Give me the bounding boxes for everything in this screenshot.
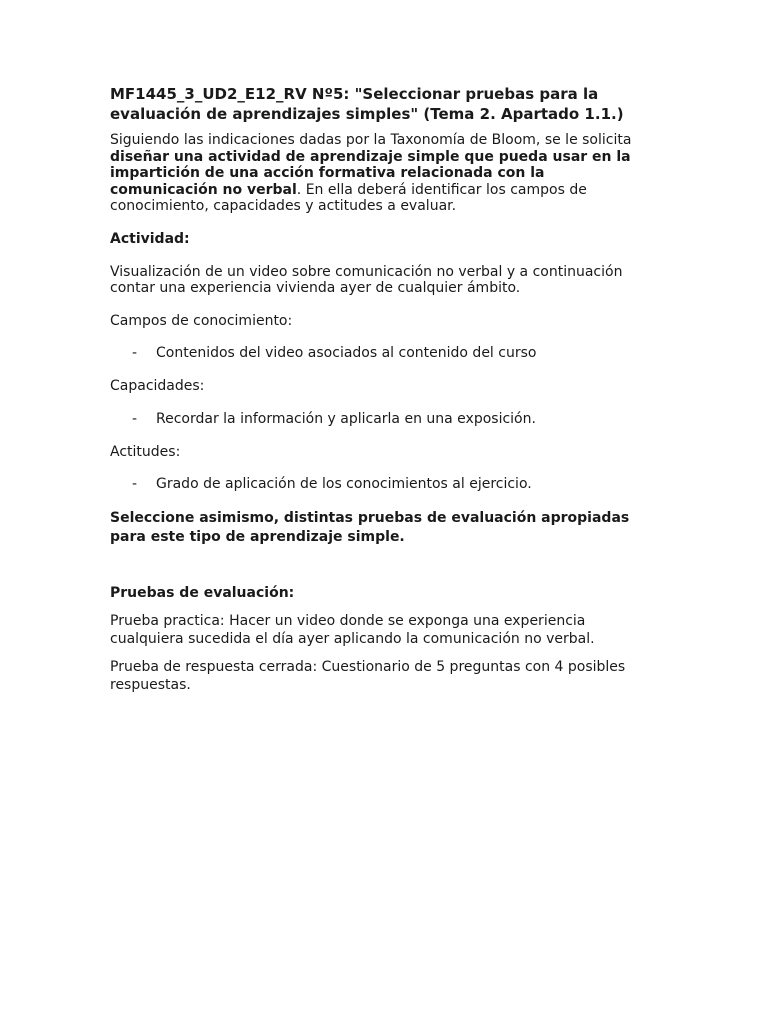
intro-text-bold: diseñar una actividad de aprendizaje simple que pueda usar en la impartición de una acción formativa relacionada con la comunicación no verbal xyxy=(110,148,631,198)
document-page xyxy=(110,84,650,694)
list-dash: - xyxy=(132,476,138,492)
intro-paragraph xyxy=(110,132,650,215)
instruction-text: Seleccione asimismo, distintas pruebas de evaluación apropiadas para este tipo de aprendizaje simple. xyxy=(110,510,630,545)
intro-text-end: . En ella deberá identificar los campos de conocimiento, capacidades y actitudes a evaluar. xyxy=(110,181,587,214)
spacer xyxy=(110,602,650,612)
spacer xyxy=(110,329,650,345)
spacer xyxy=(110,215,650,231)
list-dash: - xyxy=(132,410,138,427)
list-item-text: Contenidos del video asociados al contenido del curso xyxy=(156,345,537,361)
list-item-text: Recordar la información y aplicarla en una exposición. xyxy=(156,410,536,427)
campos-heading: Campos de conocimiento: xyxy=(110,312,293,329)
activity-heading: Actividad: xyxy=(110,230,190,247)
spacer xyxy=(110,395,650,411)
spacer xyxy=(110,428,650,444)
spacer xyxy=(110,547,650,585)
actitudes-heading: Actitudes: xyxy=(110,443,181,460)
spacer xyxy=(110,297,650,313)
prueba-cerrada: Prueba de respuesta cerrada: Cuestionario de 5 preguntas con 4 posibles respuestas. xyxy=(110,659,626,693)
spacer xyxy=(110,493,650,509)
spacer xyxy=(110,460,650,476)
prueba-practica: Prueba practica: Hacer un video donde se exponga una experiencia cualquiera sucedida el día ayer aplicando la comunicación no verbal. xyxy=(110,613,595,647)
capacidades-list-item xyxy=(110,411,650,428)
pruebas-heading: Pruebas de evaluación: xyxy=(110,585,295,601)
list-item-text: Grado de aplicación de los conocimientos al ejercicio. xyxy=(156,476,532,492)
actitudes-list-item xyxy=(110,476,650,493)
spacer xyxy=(110,248,650,264)
spacer xyxy=(110,362,650,378)
list-dash: - xyxy=(132,345,138,361)
capacidades-heading: Capacidades: xyxy=(110,378,205,394)
campos-list-item xyxy=(110,345,650,362)
activity-text: Visualización de un video sobre comunicación no verbal y a continuación contar una experiencia vivienda ayer de cualquier ámbito. xyxy=(110,263,623,296)
spacer xyxy=(110,648,650,658)
document-title: MF1445_3_UD2_E12_RV Nº5: "Seleccionar pruebas para la evaluación de aprendizajes simples" (Tema 2. Apartado 1.1.) xyxy=(110,85,624,123)
intro-text-start: Siguiendo las indicaciones dadas por la Taxonomía de Bloom, se le solicita xyxy=(110,132,632,148)
